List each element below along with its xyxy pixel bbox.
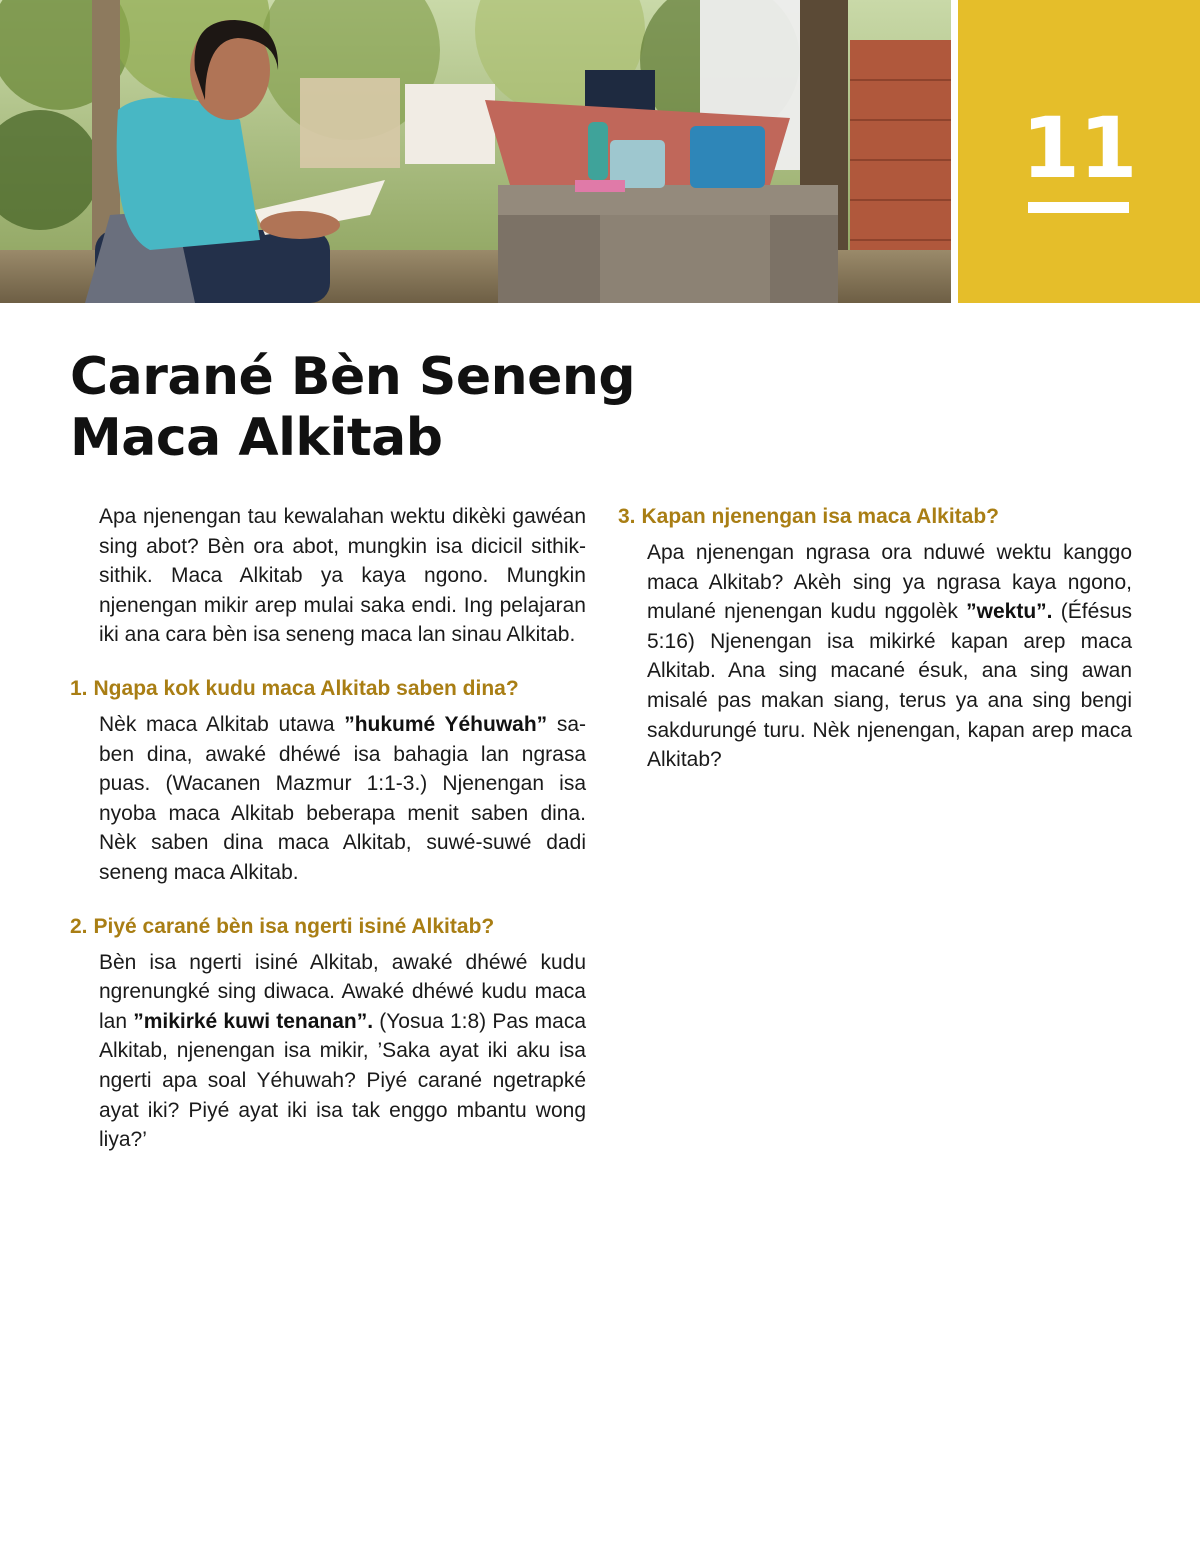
section-3-body-start: Apa njenengan ngrasa ora nduwé wektu kanggo maca Alkitab? Akèh sing ya ngrasa kaya ngono, mulané njenengan kudu nggolèk (647, 541, 1132, 624)
section-2-body (70, 948, 586, 1155)
section-2-body-end: (Yosua 1:8) Pas maca Alkitab, njenengan isa mikir, ’Saka ayat iki aku isa ngerti apa soal Yéhuwah? Piyé carané ngetrapké ayat iki? Piyé ayat iki isa tak enggo mbantu wong liya?’ (99, 1009, 587, 1152)
intro-paragraph: Apa njenengan tau kewalahan wektu dikèki gawéan sing abot? Bèn ora abot, mungkin isa dicicil sithik-sithik. Maca Alkitab ya kaya ngono. Mungkin njenengan mikir arep mulai saka endi. Ing pelajaran iki ana cara bèn isa seneng maca lan sinau Alkitab. (99, 505, 586, 647)
right-column (618, 502, 1132, 775)
page-title-line-2: Maca Alkitab (70, 408, 443, 468)
section-3-body-end: (Éfésus 5:16) Njenengan isa mikirké kapan arep maca Alkitab. Ana sing macané ésuk, ana sing awan misalé pas makan siang, terus ya ana sing bengi sakdurungé turu. Nèk njenengan, kapan arep maca Alkitab? (647, 600, 1132, 772)
section-1-bold-quote: ”hukumé Yéhuwah” (344, 712, 548, 736)
lesson-number-box (958, 0, 1200, 303)
section-2 (70, 912, 586, 1155)
section-2-question (70, 912, 586, 942)
lesson-number: 11 (1021, 99, 1137, 197)
section-1-question (70, 674, 586, 704)
lesson-number-underline (1028, 202, 1129, 213)
section-1-body-end: saben dina, awaké dhéwé isa bahagia lan ngrasa puas. (Wacanen Mazmur 1:1-3.) Njenengan isa nyoba maca Alkitab beberapa menit saben dina. Nèk saben dina maca Alkitab, suwé-suwé dadi seneng maca Alkitab. (99, 712, 586, 884)
header-photo (0, 0, 951, 303)
section-2-question-text: Piyé carané bèn isa ngerti isiné Alkitab? (93, 914, 495, 938)
section-1-body (70, 710, 586, 888)
page-title (70, 347, 770, 469)
section-3-bold-quote: ”wektu”. (966, 600, 1053, 624)
section-1-number: 1. (70, 676, 88, 700)
section-1-question-text: Ngapa kok kudu maca Alkitab saben dina? (93, 676, 519, 700)
left-column (70, 502, 586, 1155)
section-3 (618, 502, 1132, 775)
section-3-body (618, 538, 1132, 775)
section-2-body-start: Bèn isa ngerti isiné Alkitab, awaké dhéwé kudu ngrenungké sing diwaca. Awaké dhéwé kudu maca lan (99, 950, 586, 1033)
page-title-line-1: Carané Bèn Seneng (70, 347, 636, 407)
section-3-question (618, 502, 1132, 532)
section-2-number: 2. (70, 914, 88, 938)
section-1-body-start: Nèk maca Alkitab utawa (99, 712, 345, 736)
section-3-question-text: Kapan njenengan isa maca Alkitab? (641, 505, 1000, 528)
section-1 (70, 674, 586, 888)
section-3-number: 3. (618, 505, 636, 528)
section-2-bold-quote: ”mikirké kuwi tenanan”. (133, 1009, 374, 1033)
